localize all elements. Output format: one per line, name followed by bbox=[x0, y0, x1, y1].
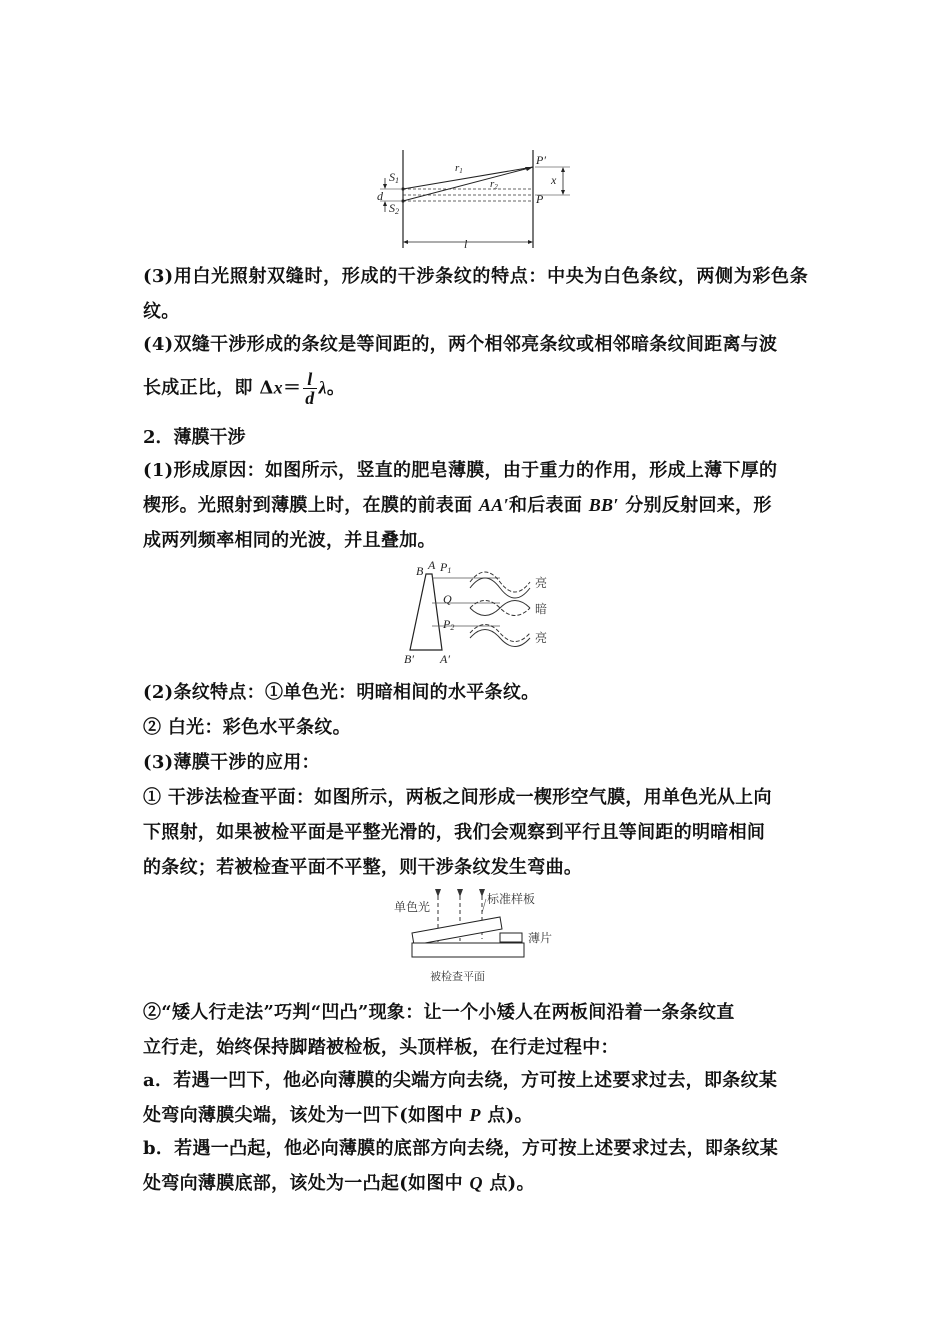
s2p3b-line2: 立行走，始终保持脚踏被检板，头顶样板，在行走过程中： bbox=[143, 1037, 619, 1058]
s2p3b-line1: ②“矮人行走法”巧判“凹凸”现象：让一个小矮人在两板间沿着一条条纹直 bbox=[143, 1002, 735, 1023]
soap-film-diagram bbox=[400, 558, 560, 670]
delta-text: 长成正比，即 Δ bbox=[143, 377, 274, 399]
paragraph-b bbox=[143, 1131, 808, 1201]
a-prime-label: A′ bbox=[440, 652, 450, 666]
pb-line2-b: 点)。 bbox=[482, 1173, 535, 1194]
var-x: x bbox=[273, 377, 283, 398]
x-label: x bbox=[551, 173, 557, 187]
standard-plate-label: 标准样板 bbox=[487, 892, 536, 906]
paragraph-4-line2 bbox=[143, 370, 808, 407]
s2p3a-line3: 的条纹；若被检查平面不平整，则干涉条纹发生弯曲。 bbox=[143, 857, 583, 878]
var-aa: AA′ bbox=[478, 495, 509, 515]
s2p1-line2-b: 和后表面 bbox=[508, 495, 589, 516]
double-slit-figure bbox=[375, 150, 585, 255]
section-2-paragraph-3a bbox=[143, 780, 808, 885]
p2-label: P2 bbox=[443, 617, 455, 632]
pb-line2-a: 处弯向薄膜底部，该处为一凸起(如图中 bbox=[143, 1173, 470, 1194]
lambda: λ bbox=[318, 377, 327, 398]
period: 。 bbox=[326, 377, 346, 399]
section-2-paragraph-1 bbox=[143, 453, 808, 558]
s2p1-line2-a: 楔形。光照射到薄膜上时，在膜的前表面 bbox=[143, 495, 479, 516]
l-label: l bbox=[464, 237, 468, 251]
fraction-l-over-d bbox=[303, 370, 316, 407]
s2p1-line2-c: 分别反射回来，形 bbox=[618, 495, 772, 516]
fraction-denominator: d bbox=[305, 388, 315, 408]
s2p3a-line2: 下照射，如果被检平面是平整光滑的，我们会观察到平行且等间距的明暗相间 bbox=[143, 822, 766, 843]
b-prime-label: B′ bbox=[404, 652, 414, 666]
s2p1-line3: 成两列频率相同的光波，并且叠加。 bbox=[143, 530, 436, 551]
section-2-title: 2．薄膜干涉 bbox=[143, 427, 246, 448]
pa-line2 bbox=[143, 1098, 808, 1133]
pa-line1: a．若遇一凹下，他必向薄膜的尖端方向去绕，方可按上述要求过去，即条纹某 bbox=[143, 1070, 778, 1091]
bright-label-bottom: 亮 bbox=[535, 631, 548, 645]
var-p: P bbox=[469, 1105, 481, 1125]
test-surface-label: 被检查平面 bbox=[430, 970, 485, 983]
bright-label-top: 亮 bbox=[535, 576, 548, 590]
p1-label: P1 bbox=[440, 560, 452, 575]
paragraph-3: (3)用白光照射双缝时，形成的干涉条纹的特点：中央为白色条纹，两侧为彩色条纹。 bbox=[143, 266, 808, 322]
r2-label: r2 bbox=[490, 178, 498, 191]
s2p3a-line1: ① 干涉法检查平面：如图所示，两板之间形成一楔形空气膜，用单色光从上向 bbox=[143, 787, 772, 808]
section-2-paragraph-3: (3)薄膜干涉的应用： bbox=[143, 752, 320, 773]
soap-film-figure bbox=[400, 558, 560, 670]
b-label: B bbox=[416, 564, 424, 578]
flatness-test-figure bbox=[390, 885, 570, 990]
equals: ＝ bbox=[282, 377, 302, 399]
double-slit-diagram bbox=[375, 150, 585, 255]
a-label: A bbox=[428, 558, 436, 572]
var-q: Q bbox=[469, 1173, 483, 1193]
section-2-paragraph-2b: ② 白光：彩色水平条纹。 bbox=[143, 717, 351, 738]
flatness-test-diagram bbox=[390, 885, 570, 990]
monochromatic-light-label: 单色光 bbox=[394, 900, 431, 914]
p-prime-label: P′ bbox=[536, 153, 546, 167]
s2p1-line1: (1)形成原因：如图所示，竖直的肥皂薄膜，由于重力的作用，形成上薄下厚的 bbox=[143, 460, 778, 481]
pb-line2 bbox=[143, 1166, 808, 1201]
r1-label: r1 bbox=[455, 162, 463, 175]
var-bb: BB′ bbox=[588, 495, 619, 515]
pb-line1: b．若遇一凸起，他必向薄膜的底部方向去绕，方可按上述要求过去，即条纹某 bbox=[143, 1138, 779, 1159]
paragraph-4-line1: (4)双缝干涉形成的条纹是等间距的，两个相邻亮条纹或相邻暗条纹间距离与波 bbox=[143, 334, 778, 355]
d-label: d bbox=[377, 189, 383, 203]
section-2-paragraph-2: (2)条纹特点：①单色光：明暗相间的水平条纹。 bbox=[143, 682, 540, 703]
dark-label: 暗 bbox=[535, 602, 548, 616]
paragraph-4 bbox=[143, 327, 808, 407]
s2p1-line2 bbox=[143, 488, 808, 523]
paragraph-a bbox=[143, 1063, 808, 1133]
thin-sheet-label: 薄片 bbox=[528, 931, 553, 945]
s2-label: S2 bbox=[389, 201, 399, 216]
fraction-numerator: l bbox=[303, 370, 316, 389]
p-label: P bbox=[536, 192, 544, 206]
pa-line2-a: 处弯向薄膜尖端，该处为一凹下(如图中 bbox=[143, 1105, 470, 1126]
pa-line2-b: 点)。 bbox=[480, 1105, 533, 1126]
q-label: Q bbox=[443, 592, 452, 606]
section-2-paragraph-3b bbox=[143, 995, 808, 1065]
s1-label: S1 bbox=[389, 170, 399, 185]
